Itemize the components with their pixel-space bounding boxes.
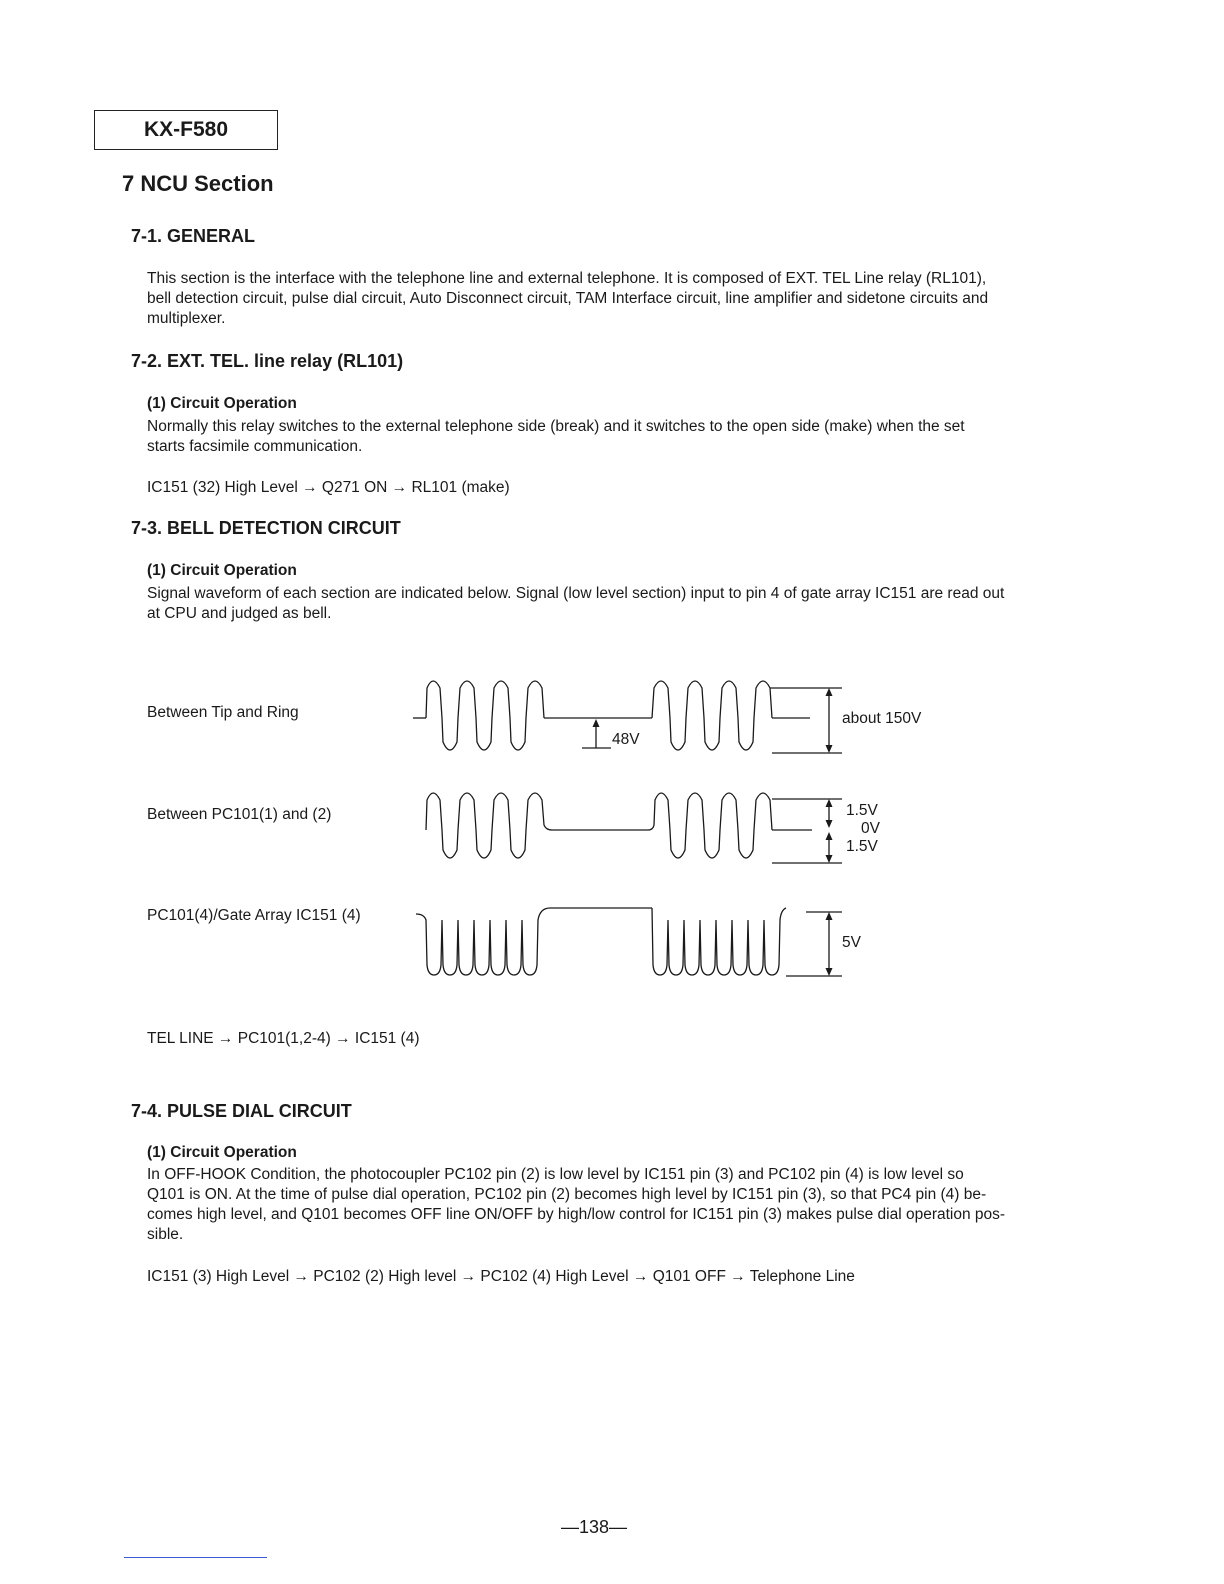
label-gate-array: PC101(4)/Gate Array IC151 (4) xyxy=(147,907,361,924)
subheading-pulse: (1) Circuit Operation xyxy=(147,1144,297,1161)
text-line: Normally this relay switches to the external telephone side (break) and it switches to the open side (make) when the set xyxy=(147,418,965,435)
label-5v: 5V xyxy=(842,934,861,951)
bell-flow: TEL LINE → PC101(1,2-4) → IC151 (4) xyxy=(147,1030,420,1047)
pulse-paragraph xyxy=(147,1165,1087,1245)
model-label: KX-F580 xyxy=(143,118,229,141)
heading-general: 7-1. GENERAL xyxy=(131,226,256,246)
heading-relay: 7-2. EXT. TEL. line relay (RL101) xyxy=(131,351,404,371)
heading-pulse: 7-4. PULSE DIAL CIRCUIT xyxy=(131,1101,352,1121)
relay-paragraph xyxy=(147,417,1087,457)
bell-paragraph xyxy=(147,584,1087,624)
pulse-flow: IC151 (3) High Level → PC102 (2) High level → PC102 (4) High Level → Q101 OFF → Telephone Line xyxy=(147,1268,855,1285)
text-line: comes high level, and Q101 becomes OFF line ON/OFF by high/low control for IC151 pin (3) makes pulse dial operation pos- xyxy=(147,1206,1006,1223)
text-line: In OFF-HOOK Condition, the photocoupler PC102 pin (2) is low level by IC151 pin (3) and PC102 pin (4) is low level so xyxy=(147,1166,964,1183)
label-1-5v-top: 1.5V xyxy=(846,802,878,819)
text-line: Q101 is ON. At the time of pulse dial operation, PC102 pin (2) becomes high level by IC151 pin (3), so that PC4 pin (4) be- xyxy=(147,1186,987,1203)
page-number: —138— xyxy=(560,1517,628,1537)
section-title: 7 NCU Section xyxy=(122,171,274,196)
text-line: Signal waveform of each section are indicated below. Signal (low level section) input to pin 4 of gate array IC151 are read out xyxy=(147,585,1005,602)
model-label-box xyxy=(94,110,278,150)
label-tip-ring: Between Tip and Ring xyxy=(147,704,299,721)
waveform-pc101 xyxy=(426,793,842,863)
waveform-gate-array xyxy=(416,908,842,976)
text-line: starts facsimile communication. xyxy=(147,438,363,455)
relay-flow: IC151 (32) High Level → Q271 ON → RL101 (make) xyxy=(147,479,510,496)
label-1-5v-bottom: 1.5V xyxy=(846,838,878,855)
text-line: at CPU and judged as bell. xyxy=(147,605,332,622)
label-pc101: Between PC101(1) and (2) xyxy=(147,806,332,823)
text-line: This section is the interface with the telephone line and external telephone. It is composed of EXT. TEL Line relay (RL101), xyxy=(147,270,987,287)
label-48v: 48V xyxy=(612,731,640,748)
text-line: multiplexer. xyxy=(147,310,226,327)
label-150v: about 150V xyxy=(842,710,922,727)
heading-bell: 7-3. BELL DETECTION CIRCUIT xyxy=(131,518,401,538)
bell-waveform-diagram xyxy=(400,670,880,990)
subheading-relay: (1) Circuit Operation xyxy=(147,395,297,412)
text-line: sible. xyxy=(147,1226,184,1243)
subheading-bell: (1) Circuit Operation xyxy=(147,562,297,579)
footer-rule xyxy=(124,1557,267,1558)
general-paragraph xyxy=(147,269,1087,329)
label-0v: 0V xyxy=(861,820,880,837)
text-line: bell detection circuit, pulse dial circuit, Auto Disconnect circuit, TAM Interface circuit, line amplifier and sidetone circuits and xyxy=(147,290,989,307)
